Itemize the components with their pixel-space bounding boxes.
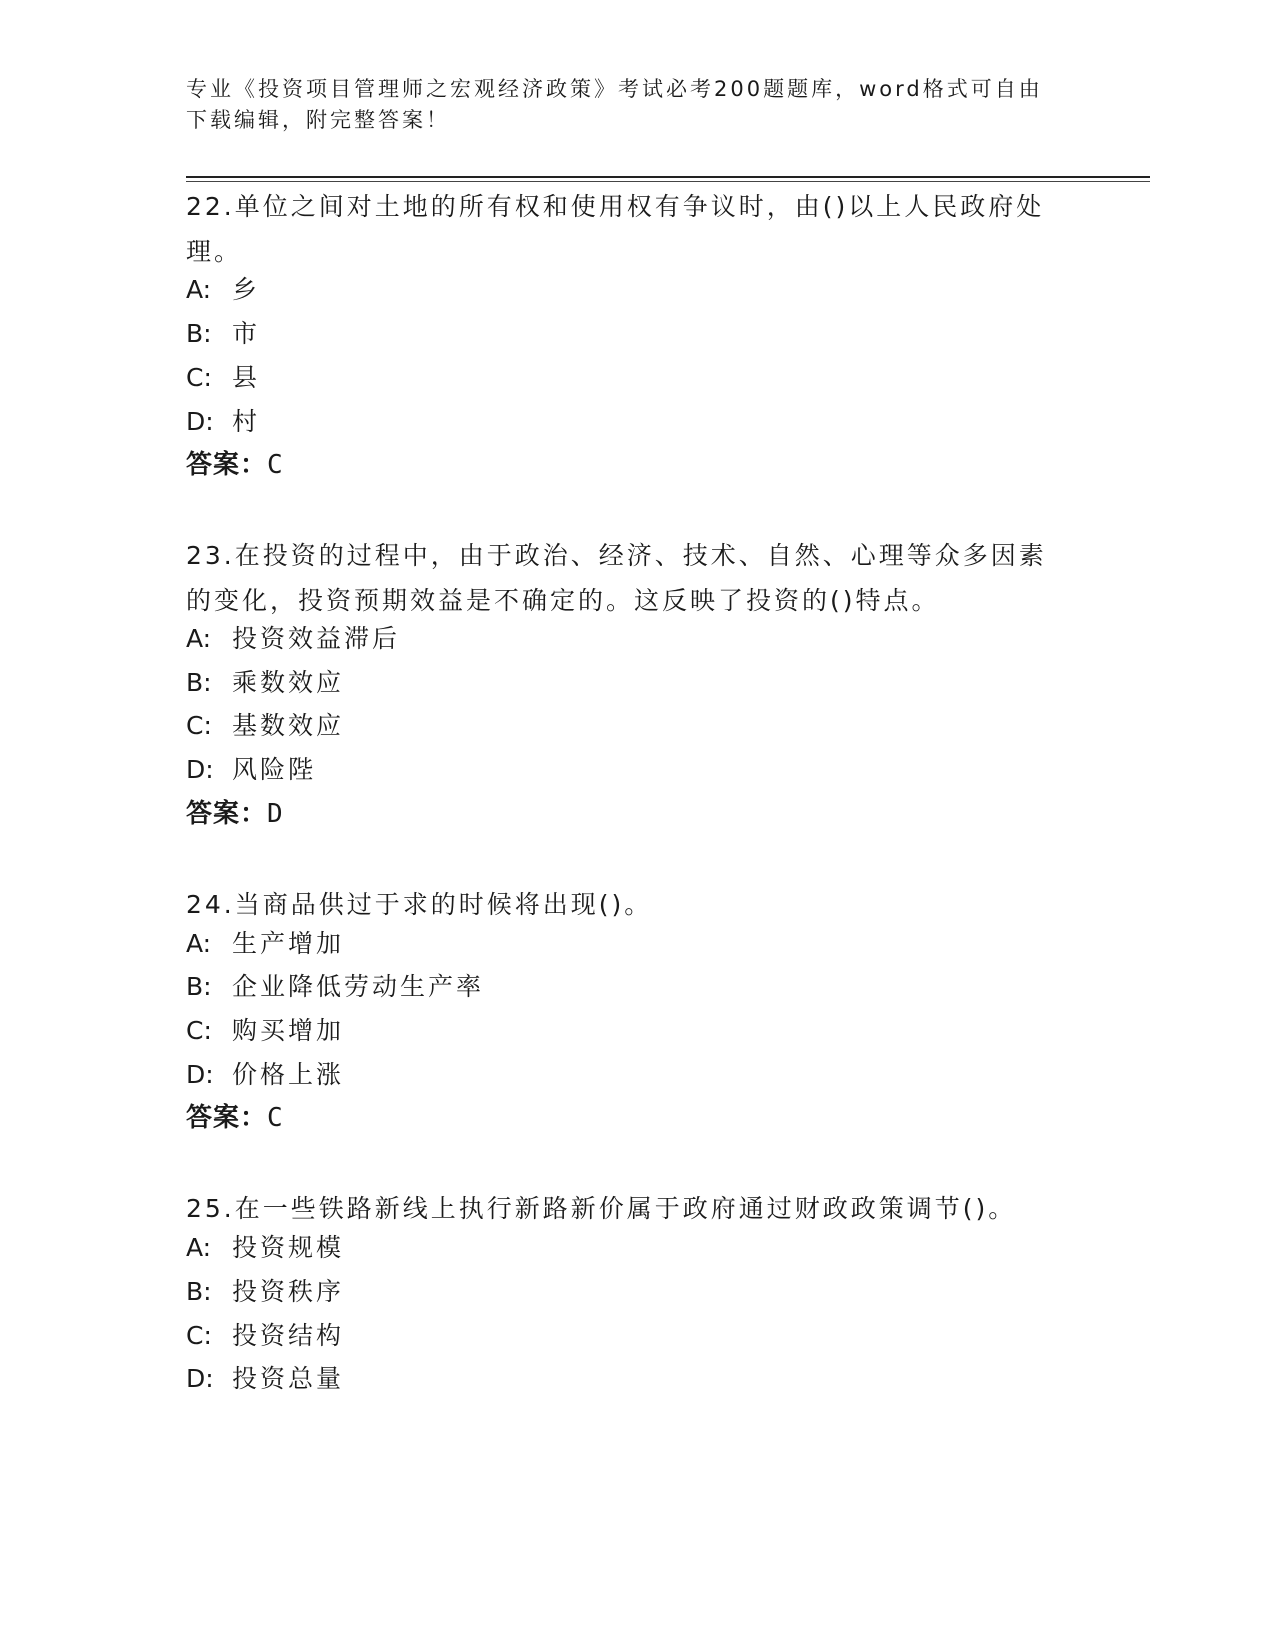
question-23-answer [186, 796, 284, 832]
option-key: A: [186, 275, 212, 304]
option-key: C: [186, 711, 212, 740]
question-22-stem [186, 184, 1086, 274]
option-text: 生产增加 [232, 929, 345, 958]
answer-label: 答案： [186, 1103, 268, 1133]
answer-label: 答案： [186, 799, 268, 829]
option-text: 乘数效应 [232, 668, 345, 697]
header-divider-thin [186, 181, 1150, 182]
option-key: B: [186, 1277, 212, 1306]
answer-value: D [267, 799, 284, 829]
answer-label: 答案： [186, 450, 268, 480]
option-text: 基数效应 [232, 711, 345, 740]
answer-value: C [267, 450, 284, 480]
header-divider-thick [186, 176, 1150, 178]
question-25-option-a [186, 1230, 1086, 1266]
question-stem-line: 25.在一些铁路新线上执行新路新价属于政府通过财政政策调节()。 [186, 1194, 1017, 1223]
question-24-option-a [186, 926, 1086, 962]
question-22-answer [186, 447, 284, 483]
option-text: 乡 [232, 275, 261, 304]
question-stem-line: 24.当商品供过于求的时候将出现()。 [186, 890, 653, 919]
option-key: A: [186, 929, 212, 958]
option-key: D: [186, 755, 214, 784]
option-text: 购买增加 [232, 1016, 345, 1045]
option-text: 风险陛 [232, 755, 317, 784]
question-24-option-d [186, 1057, 1086, 1093]
question-stem-line: 的变化，投资预期效益是不确定的。这反映了投资的()特点。 [186, 586, 940, 615]
answer-value: C [267, 1103, 284, 1133]
option-key: A: [186, 624, 212, 653]
question-22-option-d [186, 404, 1086, 440]
option-text: 投资规模 [232, 1233, 345, 1262]
option-key: C: [186, 363, 212, 392]
option-key: C: [186, 1016, 212, 1045]
option-key: B: [186, 319, 212, 348]
question-25-option-c [186, 1318, 1086, 1354]
document-header [186, 74, 1086, 136]
question-24-stem [186, 882, 1086, 927]
question-22-option-b [186, 316, 1086, 352]
question-stem-line: 理。 [186, 237, 243, 266]
option-text: 投资秩序 [232, 1277, 345, 1306]
option-text: 企业降低劳动生产率 [232, 972, 485, 1001]
header-line-1: 专业《投资项目管理师之宏观经济政策》考试必考200题题库，word格式可自由 [186, 77, 1043, 101]
option-key: B: [186, 668, 212, 697]
question-23-option-a [186, 621, 1086, 657]
question-25-option-b [186, 1274, 1086, 1310]
option-key: A: [186, 1233, 212, 1262]
option-text: 投资总量 [232, 1364, 345, 1393]
option-text: 投资结构 [232, 1321, 345, 1350]
question-stem-line: 23.在投资的过程中，由于政治、经济、技术、自然、心理等众多因素 [186, 541, 1047, 570]
question-23-option-d [186, 752, 1086, 788]
option-text: 县 [232, 363, 261, 392]
question-24-answer [186, 1100, 284, 1136]
option-text: 投资效益滞后 [232, 624, 401, 653]
question-23-stem [186, 533, 1086, 623]
question-25-stem [186, 1186, 1086, 1231]
question-24-option-b [186, 969, 1086, 1005]
option-key: D: [186, 1364, 214, 1393]
option-key: C: [186, 1321, 212, 1350]
question-stem-line: 22.单位之间对土地的所有权和使用权有争议时，由()以上人民政府处 [186, 192, 1045, 221]
question-25-option-d [186, 1361, 1086, 1397]
question-24-option-c [186, 1013, 1086, 1049]
question-22-option-c [186, 360, 1086, 396]
option-text: 村 [232, 407, 261, 436]
option-key: B: [186, 972, 212, 1001]
question-23-option-c [186, 708, 1086, 744]
option-text: 价格上涨 [232, 1060, 345, 1089]
option-key: D: [186, 1060, 214, 1089]
header-line-2: 下载编辑，附完整答案！ [186, 108, 450, 132]
option-key: D: [186, 407, 214, 436]
question-23-option-b [186, 665, 1086, 701]
option-text: 市 [232, 319, 261, 348]
question-22-option-a [186, 272, 1086, 308]
